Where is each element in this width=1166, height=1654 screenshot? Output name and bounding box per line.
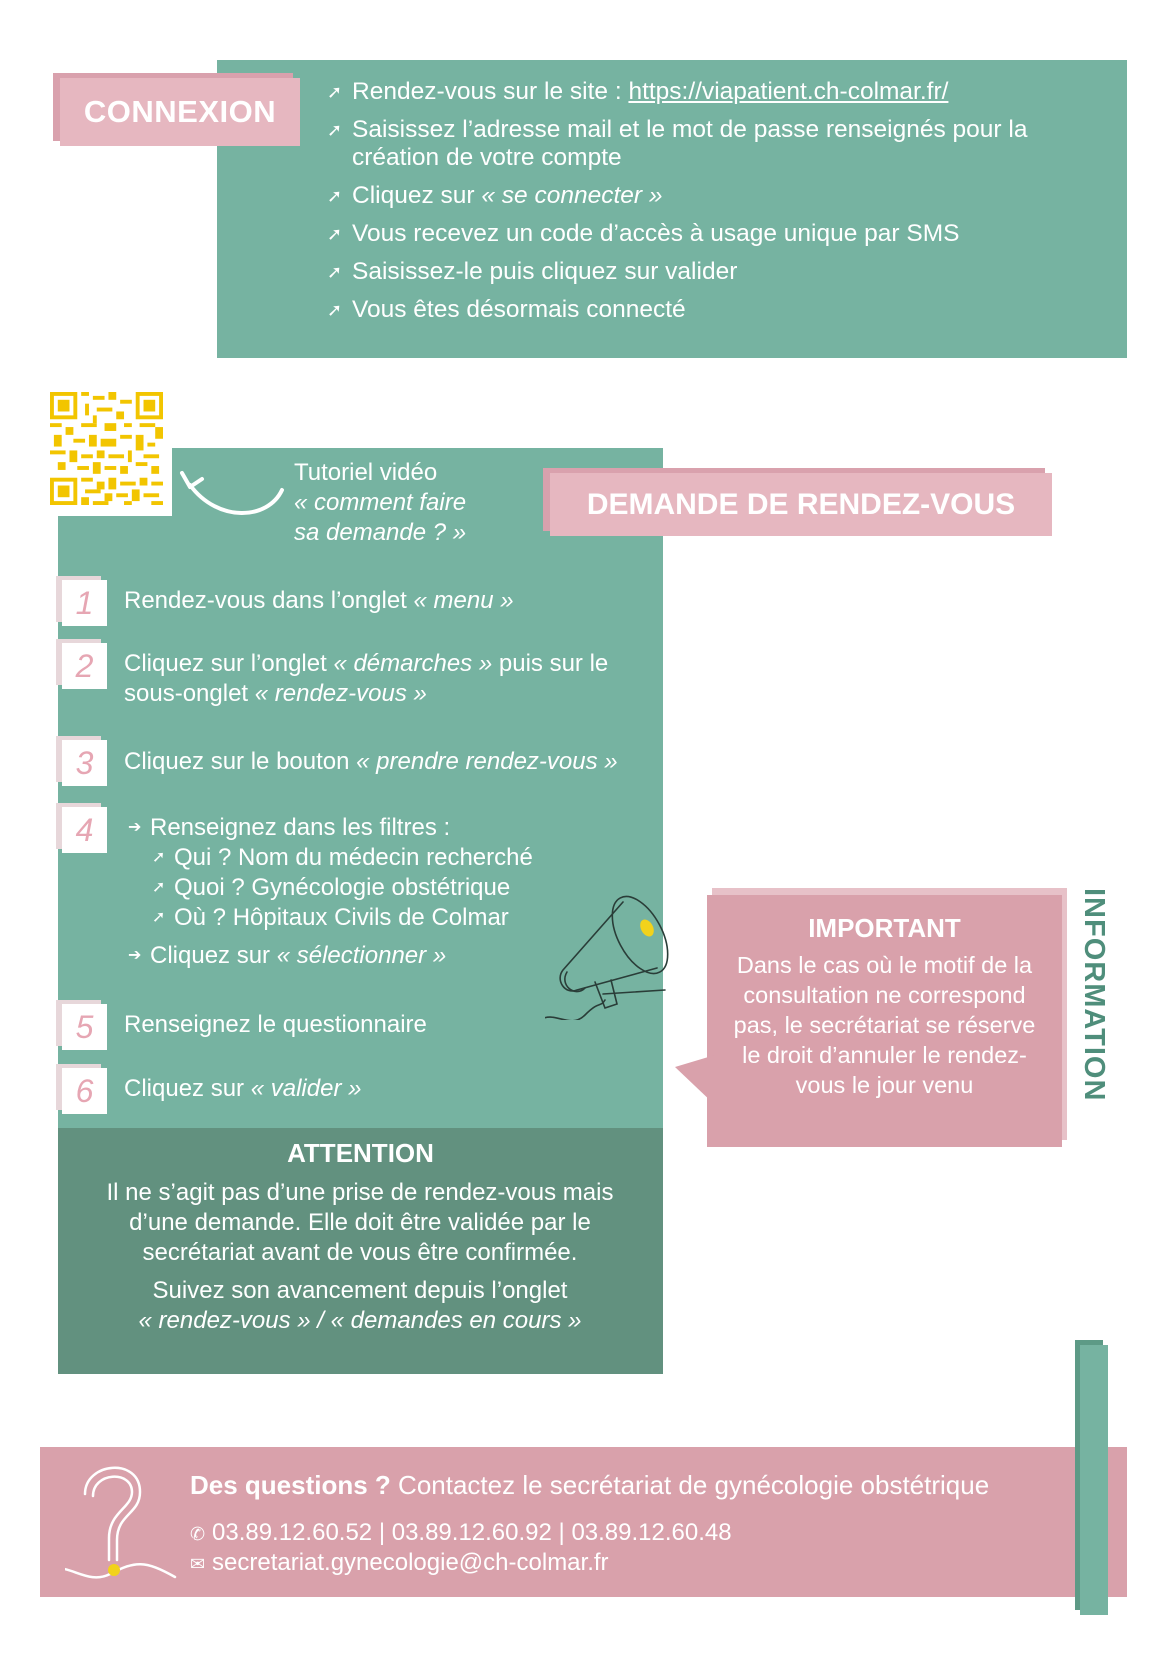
important-body: Dans le cas où le motif de la consultation ne correspond pas, le secrétariat se réserve le droit d’annuler le rendez-vous le jour venu (733, 952, 1036, 1098)
step-number: 6 (62, 1068, 107, 1114)
connexion-item-connect: ➚ Cliquez sur « se connecter » (327, 182, 663, 209)
step-1-text: Rendez-vous dans l’onglet « menu » (124, 587, 514, 614)
important-title: IMPORTANT (808, 913, 961, 943)
qr-code[interactable] (50, 392, 163, 505)
mail-icon: ✉ (190, 1554, 206, 1574)
demande-title: DEMANDE DE RENDEZ-VOUS (586, 488, 1016, 521)
arrow-icon: ➚ (327, 82, 343, 102)
viapatient-link[interactable]: https://viapatient.ch-colmar.fr/ (628, 78, 949, 105)
connexion-steps-list (327, 78, 1117, 334)
decorative-bar (1080, 1345, 1108, 1615)
step-6-text: Cliquez sur « valider » (124, 1075, 362, 1102)
arrow-icon: ➚ (327, 186, 343, 206)
arrow-icon: ➔ (128, 947, 142, 964)
step-number: 1 (62, 580, 107, 626)
connexion-title: CONNEXION (83, 94, 277, 129)
step-number: 2 (62, 643, 107, 689)
attention-body: Il ne s’agit pas d’une prise de rendez-vous mais d’une demande. Elle doit être validée par le secrétariat avant de vous être confirmée. Suivez son avancement depuis l’onglet « rendez-vous » / « demandes en cours » (106, 1179, 614, 1334)
arrow-icon: ➚ (152, 909, 166, 926)
information-side-label: INFORMATION (1078, 888, 1110, 1102)
step-number: 3 (62, 740, 107, 786)
arrow-icon: ➔ (128, 819, 142, 836)
step-4-text: ➔ Renseignez dans les filtres : ➚ Qui ? Nom du médecin recherché ➚ Quoi ? Gynécologie obstétrique ➚ Où ? Hôpitaux Civils de Colmar ➔ Cliquez sur « sélectionner » (128, 814, 533, 969)
arrow-icon: ➚ (152, 849, 166, 866)
contact-question: Des questions ? Contactez le secrétariat de gynécologie obstétrique (190, 1470, 990, 1500)
attention-title: ATTENTION (287, 1138, 434, 1168)
connexion-item-sms: ➚ Vous recevez un code d’accès à usage unique par SMS (327, 220, 960, 247)
phone-icon: ✆ (190, 1524, 206, 1544)
connexion-title-tab (60, 78, 300, 146)
question-mark-icon (65, 1452, 205, 1592)
curved-arrow-icon (178, 465, 290, 530)
step-number: 5 (62, 1004, 107, 1050)
connexion-item-site: ➚ Rendez-vous sur le site : https://viapatient.ch-colmar.fr/ (327, 78, 949, 105)
connexion-item-connected: ➚ Vous êtes désormais connecté (327, 296, 686, 323)
arrow-icon: ➚ (152, 879, 166, 896)
tutorial-caption: Tutoriel vidéo « comment faire sa demande ? » (294, 459, 467, 546)
arrow-icon: ➚ (327, 262, 343, 282)
connexion-item-credentials: ➚ Saisissez l’adresse mail et le mot de passe renseignés pour la création de votre compte (327, 116, 1028, 171)
step-5-text: Renseignez le questionnaire (124, 1011, 427, 1038)
contact-phones: ✆ 03.89.12.60.52 | 03.89.12.60.92 | 03.89.12.60.48 (190, 1518, 890, 1549)
megaphone-icon (545, 890, 695, 1020)
arrow-icon: ➚ (327, 300, 343, 320)
connexion-item-validate: ➚ Saisissez-le puis cliquez sur valider (327, 258, 738, 285)
demande-title-tab (550, 473, 1052, 536)
arrow-icon: ➚ (327, 120, 343, 140)
arrow-icon: ➚ (327, 224, 343, 244)
step-number: 4 (62, 807, 107, 853)
contact-email: ✉ secretariat.gynecologie@ch-colmar.fr (190, 1548, 890, 1579)
step-3-text: Cliquez sur le bouton « prendre rendez-vous » (124, 748, 618, 775)
step-2-text: Cliquez sur l’onglet « démarches » puis sur le sous-onglet « rendez-vous » (124, 650, 609, 707)
